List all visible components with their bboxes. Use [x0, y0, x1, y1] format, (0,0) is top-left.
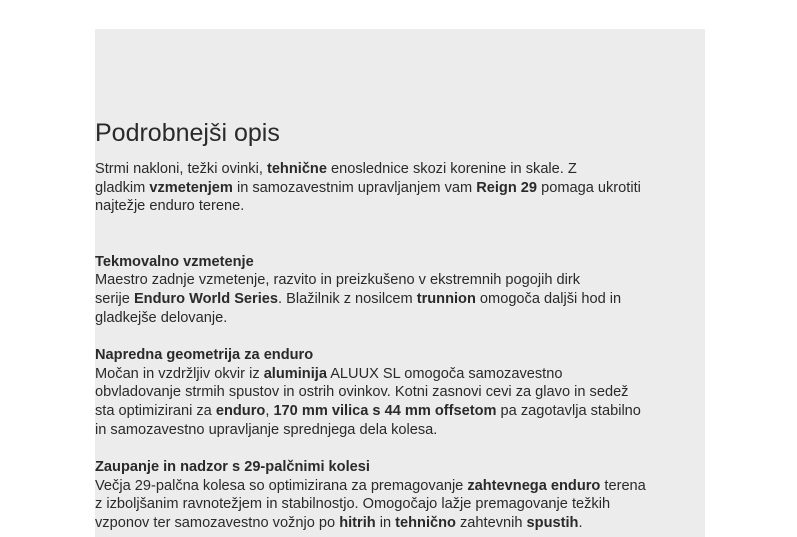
- bold-text: Enduro World Series: [133, 290, 279, 307]
- description-content: [95, 118, 715, 533]
- bold-text: trunnion: [416, 290, 476, 307]
- bold-text: tehnično: [395, 514, 456, 531]
- bold-text: hitrih: [339, 514, 376, 531]
- section-title-suspension: Tekmovalno vzmetenje: [95, 253, 254, 270]
- bold-text: enduro: [215, 402, 266, 419]
- bold-text: 170 mm vilica s 44 mm offsetom: [273, 402, 497, 419]
- section-body-suspension: Maestro zadnje vzmetenje, razvito in preizkušeno v ekstremnih pogojih dirk serije Enduro World Series. Blažilnik z nosilcem trunnion omogoča daljši hod in gladkejše delovanje.: [95, 272, 622, 326]
- bold-text: aluminija: [263, 365, 327, 382]
- section-body-geometry: Močan in vzdržljiv okvir iz aluminija ALUUX SL omogoča samozavestno obvladovanje strmih spustov in ostrih ovinkov. Kotni zasnovi cevi za glavo in sedež sta optimizirani za enduro, 170 mm vilica s 44 mm offsetom pa zagotavlja stabilno in samozavestno upravljanje sprednjega dela kolesa.: [95, 365, 641, 438]
- bold-text: zahtevnega enduro: [467, 477, 601, 494]
- section-body-wheels: Večja 29-palčna kolesa so optimizirana za premagovanje zahtevnega enduro terena z izboljšanim ravnotežjem in stabilnostjo. Omogočajo lažje premagovanje težkih vzponov ter samozavestno vožnjo po hitrih in tehnično zahtevnih spustih.: [95, 477, 646, 531]
- bold-text: vzmetenjem: [149, 179, 233, 196]
- section-title-wheels: Zaupanje in nadzor s 29-palčnimi kolesi: [95, 459, 370, 476]
- bold-text: tehnične: [266, 161, 327, 177]
- page-title: Podrobnejši opis: [95, 119, 280, 147]
- bold-text: Reign 29: [476, 179, 538, 196]
- section-title-geometry: Napredna geometrija za enduro: [95, 347, 314, 364]
- bold-text: spustih: [526, 514, 579, 531]
- intro-paragraph: Strmi nakloni, težki ovinki, tehnične enoslednice skozi korenine in skale. Z gladkim vzmetenjem in samozavestnim upravljanjem vam Reign 29 pomaga ukrotiti najtežje enduro terene.: [95, 161, 641, 215]
